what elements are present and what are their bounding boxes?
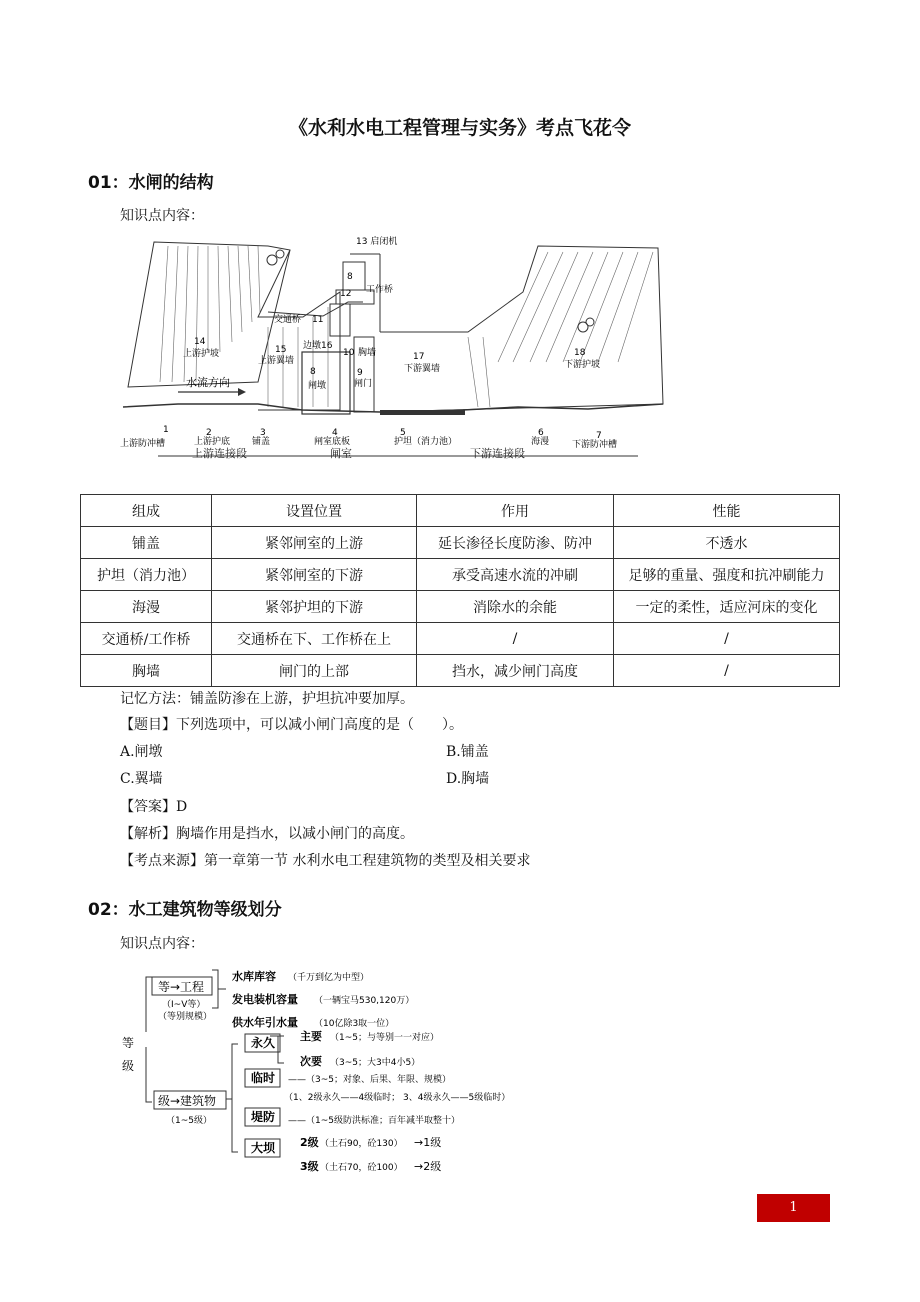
table-header: 作用 [417,495,614,527]
diagram-label: （10亿除3取一位） [314,1019,395,1029]
diagram-label: 临时 [251,1071,276,1085]
section2-intro: 知识点内容： [120,936,204,952]
fig-label: 铺盖 [252,437,271,447]
diagram-label: 堤防 [251,1110,276,1124]
fig-label: 3 [260,428,266,438]
fig-label: 8 [347,272,353,282]
fig-label: 4 [332,428,338,438]
table-cell: 胸墙 [81,655,212,687]
table-cell: 护坦（消力池） [81,559,212,591]
diagram-label: （Ⅰ~Ⅴ等） [162,1000,206,1010]
table-row [81,623,840,655]
option-b: B.铺盖 [446,744,489,760]
diagram-label: （千万到亿为中型） [288,973,370,983]
fig-label: 15 [275,345,287,355]
diagram-label: ——（1~5级防洪标准；百年减半取整十） [288,1116,460,1126]
diagram-label: 水库库容 [232,970,276,983]
table-cell: 紧邻闸室的上游 [212,527,417,559]
table-cell: 承受高速水流的冲刷 [417,559,614,591]
table-cell: 海漫 [81,591,212,623]
table-cell: 紧邻护坦的下游 [212,591,417,623]
source-text: 【考点来源】第一章第一节 水利水电工程建筑物的类型及相关要求 [120,853,531,869]
table-cell: 交通桥/工作桥 [81,623,212,655]
table-cell: 不透水 [614,527,840,559]
table-cell: 一定的柔性，适应河床的变化 [614,591,840,623]
diagram-label: →1级 [414,1136,442,1149]
question-text: 【题目】下列选项中，可以减小闸门高度的是（ ）。 [120,717,463,733]
diagram-label: （3~5；大3中4小5） [330,1058,421,1068]
diagram-label: （1、2级永久——4级临时； 3、4级永久——5级临时） [284,1093,511,1103]
fig-label: 17 [413,352,425,362]
fig-label: 下游连接段 [470,447,525,460]
fig-label: 6 [538,428,544,438]
fig-label: 9 [357,368,363,378]
diagram-label: 2级 [300,1136,319,1149]
diagram-label: 3级 [300,1160,319,1173]
table-header-row [81,495,840,527]
fig-label: 上游连接段 [192,447,247,460]
diagram-label: 级→建筑物 [158,1094,217,1108]
answer-text: 【答案】D [120,799,188,815]
fig-label: 闸墩 [308,381,327,391]
fig-label: 护坦（消力池） [394,437,458,447]
section1-intro: 知识点内容： [120,208,204,224]
sluice-structure-figure [118,232,678,462]
diagram-label: →2级 [414,1160,442,1173]
fig-label: 闸室底板 [314,437,351,447]
diagram-label: 等 [122,1036,135,1050]
table-row [81,655,840,687]
fig-label: 11 [312,315,324,325]
analysis-text: 【解析】胸墙作用是挡水，以减小闸门的高度。 [120,826,414,842]
sluice-components-table [80,494,840,687]
table-row [81,527,840,559]
fig-label: 2 [206,428,212,438]
fig-label: 13 启闭机 [356,237,398,247]
table-cell: 紧邻闸室的下游 [212,559,417,591]
diagram-label: 主要 [300,1030,322,1043]
table-cell: 铺盖 [81,527,212,559]
fig-label: 交通桥 [274,315,302,325]
fig-label: 5 [400,428,406,438]
fig-label: 8 [310,367,316,377]
fig-label: 下游翼墙 [404,364,441,374]
table-row [81,591,840,623]
table-row [81,559,840,591]
table-cell: / [417,623,614,655]
fig-label: 上游翼墙 [258,356,295,366]
table-cell: 足够的重量、强度和抗冲刷能力 [614,559,840,591]
memory-tip: 记忆方法：铺盖防渗在上游，护坦抗冲要加厚。 [120,691,414,707]
table-cell: 挡水，减少闸门高度 [417,655,614,687]
table-cell: 交通桥在下、工作桥在上 [212,623,417,655]
table-cell: 延长渗径长度防渗、防冲 [417,527,614,559]
fig-label: 边墩16 [303,341,333,351]
diagram-label: 次要 [300,1055,322,1068]
fig-label: 7 [596,431,602,441]
option-a: A.闸墩 [120,744,163,760]
diagram-label: （等别规模） [158,1012,213,1022]
diagram-label: （1~5；与等别一一对应） [330,1033,439,1043]
fig-label: 10 [343,348,355,358]
page-number: 1 [757,1194,830,1222]
fig-label: 上游护底 [194,437,231,447]
diagram-label: 级 [122,1059,135,1073]
fig-label: 水流方向 [186,376,230,389]
diagram-label: （土石70，砼100） [320,1163,403,1173]
table-cell: 消除水的余能 [417,591,614,623]
option-c: C.翼墙 [120,771,163,787]
table-cell: / [614,623,840,655]
fig-label: 闸室 [330,447,352,460]
fig-label: 闸门 [354,379,373,389]
diagram-label: （土石90，砼130） [320,1139,403,1149]
table-cell: 闸门的上部 [212,655,417,687]
diagram-label: 大坝 [251,1141,276,1155]
section-heading-1: 01：水闸的结构 [88,173,214,193]
fig-label: 下游护坡 [564,360,601,370]
diagram-label: 永久 [251,1036,276,1050]
table-header: 性能 [614,495,840,527]
section-heading-2: 02：水工建筑物等级划分 [88,900,282,920]
fig-label: 下游防冲槽 [572,440,618,450]
table-cell: / [614,655,840,687]
diagram-label: （1~5级） [166,1116,212,1126]
diagram-label: 发电装机容量 [232,993,298,1006]
table-header: 设置位置 [212,495,417,527]
fig-label: 上游防冲槽 [120,439,166,449]
fig-label: 胸墙 [358,348,377,358]
fig-label: 海漫 [531,437,550,447]
table-header: 组成 [81,495,212,527]
option-d: D.胸墙 [446,771,490,787]
fig-label: 1 [163,425,169,435]
diagram-label: ——（3~5；对象、后果、年限、规模） [288,1075,451,1085]
grade-classification-diagram [118,962,538,1180]
diagram-label: 供水年引水量 [232,1016,298,1029]
diagram-label: 等→工程 [158,980,205,994]
diagram-label: （一辆宝马530,120万） [314,996,415,1006]
fig-label: 工作桥 [366,285,394,295]
fig-label: 14 [194,337,206,347]
document-title: 《水利水电工程管理与实务》考点飞花令 [288,117,631,139]
fig-label: 18 [574,348,586,358]
fig-label: 上游护坡 [183,349,220,359]
fig-label: 12 [340,289,352,299]
